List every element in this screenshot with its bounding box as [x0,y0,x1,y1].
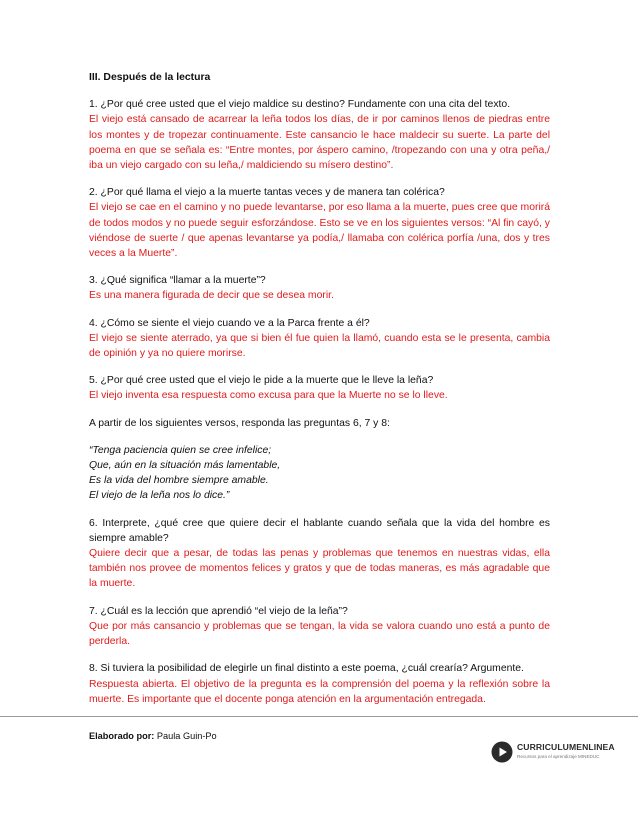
question-5: 5. ¿Por qué cree usted que el viejo le pide a la muerte que le lleve la leña? [89,375,434,387]
question-3: 3. ¿Qué significa “llamar a la muerte”? [89,275,266,287]
question-4: 4. ¿Cómo se siente el viejo cuando ve a la Parca frente a él? [89,317,370,329]
answer-5: El viejo inventa esa respuesta como excusa para que la Muerte no se lo lleve. [89,390,448,402]
question-2: 2. ¿Por qué llama el viejo a la muerte tantas veces y de manera tan colérica? [89,187,445,199]
document-body [89,70,550,719]
question-block-3 [89,273,550,303]
answer-7: Que por más cansancio y problemas que se tengan, la vida se valora cuando uno está a punto de perderla. [89,620,550,648]
footer-author: Paula Guin-Po [156,731,217,741]
answer-8: Respuesta abierta. El objetivo de la pregunta es la comprensión del poema y la reflexión sobre la muerte. Es importante que el docente ponga atención en la argumentación entregada. [89,678,550,705]
question-8: 8. Si tuviera la posibilidad de elegirle un final distinto a este poema, ¿cuál crearía? Argumente. [89,663,524,675]
question-block-2 [89,185,550,261]
question-1: 1. ¿Por qué cree usted que el viejo maldice su destino? Fundamente con una cita del texto. [89,99,511,111]
poem-line: Es la vida del hombre siempre amable. [89,475,269,487]
answer-3: Es una manera figurada de decir que se desea morir. [89,290,334,302]
poem-quote [89,443,550,504]
question-6: 6. Interprete, ¿qué cree que quiere decir el hablante cuando señala que la vida del hombre es siempre amable? [89,517,550,544]
question-block-6 [89,516,550,592]
footer-credit [89,731,217,741]
footer-divider [0,716,638,717]
answer-6: Quiere decir que a pesar, de todas las penas y problemas que tenemos en nuestras vidas, ella también nos provee de momentos felices y gratos y que de todas maneras, es más agradable que la muerte. [89,548,550,590]
question-block-5 [89,373,550,403]
footer-label: Elaborado por: [89,731,155,741]
play-circle-icon [491,741,513,763]
question-block-8 [89,661,550,707]
question-block-1 [89,97,550,173]
logo-text [517,743,615,761]
section-title: III. Después de la lectura [89,72,211,83]
answer-1: El viejo está cansado de acarrear la leña todos los días, de ir por caminos llenos de piedras entre los montes y de tropezar continuamente. Este cansancio le hace maldecir su suerte. La parte del poema en que se señala es: “Entre montes, por áspero camino, /tropezando con una y otra peña,/ iba un viejo cargado con su leña,/ maldiciendo su mísero destino”. [89,114,550,172]
question-7: 7. ¿Cuál es la lección que aprendió “el viejo de la leña”? [89,605,348,617]
question-block-7 [89,604,550,650]
question-block-4 [89,316,550,362]
poem-line: Que, aún en la situación más lamentable, [89,460,281,472]
poem-line: “Tenga paciencia quien se cree infelice; [89,444,272,456]
answer-2: El viejo se cae en el camino y no puede levantarse, por eso llama a la muerte, pues cree que morirá de todos modos y no puede seguir esforzándose. Esto se ve en los siguientes versos: “Al fin cayó, y viéndose de suerte / que apenas levantarse ya podía,/ llamaba con colérica porfía /una, dos y tres veces a la Muerte”. [89,202,550,260]
logo-tagline: Recursos para el aprendizaje MINEDUC [517,754,600,759]
poem-line: El viejo de la leña nos lo dice.” [89,490,230,502]
logo-name: CURRICULUMENLINEA [517,742,615,752]
curriculumenlinea-logo [491,738,631,766]
intro-text: A partir de los siguientes versos, responda las preguntas 6, 7 y 8: [89,417,390,429]
answer-4: El viejo se siente aterrado, ya que si bien él fue quien la llamó, cuando esta se le presenta, cambia de opinión y ya no quiere morirse. [89,332,550,360]
